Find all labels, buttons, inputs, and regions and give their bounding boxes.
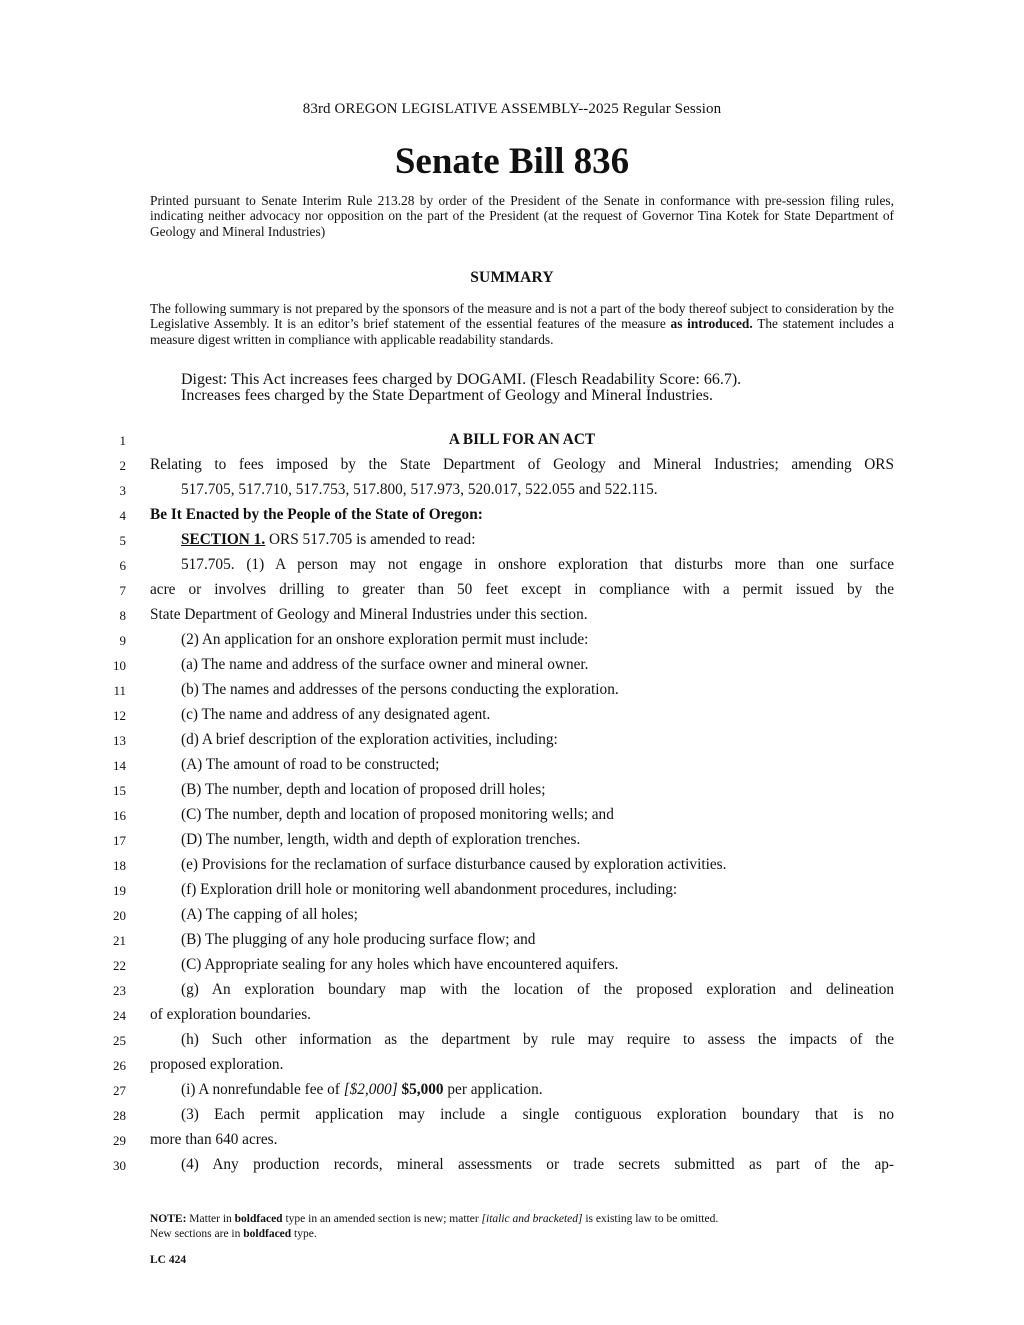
fee-text-post: per application.	[443, 1081, 543, 1098]
summary-text-part2: The statement includes a measure digest written in compliance with applicable readability standards.	[150, 316, 894, 347]
bill-line	[0, 579, 1024, 604]
line-text: more than 640 acres.	[150, 1131, 278, 1148]
line-text: (C) Appropriate sealing for any holes which have encountered aquifers.	[181, 956, 619, 973]
line-number: 21	[113, 933, 126, 948]
line-text: (A) The amount of road to be constructed;	[181, 756, 440, 773]
line-number: 1	[119, 433, 126, 448]
line-number: 23	[113, 983, 126, 998]
line-text: acre or involves drilling to greater than 50 feet except in compliance with a permit issued by the	[150, 581, 894, 598]
note-italic: [italic and bracketed]	[481, 1213, 583, 1225]
bill-line	[0, 829, 1024, 854]
bill-line	[0, 429, 1024, 454]
line-text: (e) Provisions for the reclamation of surface disturbance caused by exploration activities.	[181, 856, 727, 873]
session-header: 83rd OREGON LEGISLATIVE ASSEMBLY--2025 Regular Session	[302, 101, 722, 117]
bill-line	[0, 1154, 1024, 1179]
fee-text-pre: (i) A nonrefundable fee of	[181, 1081, 344, 1098]
line-number: 11	[113, 683, 126, 698]
line-number: 16	[113, 808, 126, 823]
enacting-clause: Be It Enacted by the People of the State of Oregon:	[150, 506, 483, 523]
bill-heading: A BILL FOR AN ACT	[448, 431, 596, 448]
line-number: 10	[113, 658, 126, 673]
bill-line	[0, 1004, 1024, 1029]
digest	[181, 372, 893, 404]
bill-line	[0, 504, 1024, 529]
line-text: State Department of Geology and Mineral Industries under this section.	[150, 606, 588, 623]
line-text: of exploration boundaries.	[150, 1006, 311, 1023]
printed-pursuant-text: Printed pursuant to Senate Interim Rule 213.28 by order of the President of the Senate in conformance with pre-session filing rules, indicating neither advocacy nor opposition on the part of the President (at the request of Governor Tina Kotek for State Department of Geology and Mineral Industries)	[150, 193, 894, 239]
line-number: 12	[113, 708, 126, 723]
bill-line	[0, 604, 1024, 629]
line-text	[181, 1079, 894, 1101]
lc-number: LC 424	[150, 1254, 187, 1266]
line-number: 19	[113, 883, 126, 898]
section-text: ORS 517.705 is amended to read:	[265, 531, 476, 548]
bill-line	[0, 454, 1024, 479]
bill-line	[0, 879, 1024, 904]
note-label: NOTE:	[150, 1213, 187, 1225]
bill-title: Senate Bill 836	[394, 141, 630, 182]
line-number: 18	[113, 858, 126, 873]
bill-line	[0, 629, 1024, 654]
note-bold: boldfaced	[243, 1228, 292, 1240]
line-number: 22	[113, 958, 126, 973]
line-number: 9	[119, 633, 126, 648]
note-text: is existing law to be omitted.	[582, 1213, 719, 1225]
line-text: Relating to fees imposed by the State Department of Geology and Mineral Industries; amending ORS	[150, 456, 894, 473]
line-number: 24	[113, 1008, 126, 1023]
line-text: (b) The names and addresses of the persons conducting the exploration.	[181, 681, 619, 698]
bill-line	[0, 529, 1024, 554]
line-text: (c) The name and address of any designated agent.	[181, 706, 491, 723]
line-text: (f) Exploration drill hole or monitoring well abandonment procedures, including:	[181, 881, 678, 898]
note-text: Matter in	[186, 1213, 235, 1225]
line-number: 14	[113, 758, 126, 773]
bill-line	[0, 729, 1024, 754]
line-number: 3	[119, 483, 126, 498]
line-number: 26	[113, 1058, 126, 1073]
note-text: type.	[291, 1228, 317, 1240]
line-text: (2) An application for an onshore exploration permit must include:	[181, 631, 589, 648]
note-text: New sections are in	[150, 1228, 244, 1240]
line-number: 8	[119, 608, 126, 623]
line-text: proposed exploration.	[150, 1056, 284, 1073]
line-text: (3) Each permit application may include a single contiguous exploration boundary that is no	[181, 1106, 894, 1123]
bill-line	[0, 479, 1024, 504]
bill-line	[0, 1104, 1024, 1129]
line-text: (D) The number, length, width and depth of exploration trenches.	[181, 831, 581, 848]
bill-line	[0, 779, 1024, 804]
line-number: 2	[119, 458, 126, 473]
bill-line	[0, 1054, 1024, 1079]
line-text: (a) The name and address of the surface owner and mineral owner.	[181, 656, 589, 673]
line-text	[181, 529, 894, 551]
line-number: 6	[119, 558, 126, 573]
line-number: 20	[113, 908, 126, 923]
line-text: (C) The number, depth and location of proposed monitoring wells; and	[181, 806, 614, 823]
bill-line	[0, 954, 1024, 979]
digest-line-1: Digest: This Act increases fees charged by DOGAMI. (Flesch Readability Score: 66.7).	[181, 371, 742, 388]
line-number: 5	[119, 533, 126, 548]
footnote	[150, 1212, 894, 1242]
bill-line	[0, 679, 1024, 704]
line-text: (B) The plugging of any hole producing surface flow; and	[181, 931, 536, 948]
bill-line	[0, 654, 1024, 679]
bill-line	[0, 854, 1024, 879]
line-number: 4	[119, 508, 126, 523]
deleted-fee: [$2,000]	[343, 1081, 398, 1098]
line-number: 13	[113, 733, 126, 748]
footnote-line-2	[150, 1227, 894, 1242]
bill-line	[0, 704, 1024, 729]
line-text: (B) The number, depth and location of proposed drill holes;	[181, 781, 546, 798]
bill-line	[0, 979, 1024, 1004]
section-label: SECTION 1.	[181, 531, 266, 548]
line-text: (d) A brief description of the exploration activities, including:	[181, 731, 558, 748]
bill-line	[0, 1079, 1024, 1104]
line-text: 517.705, 517.710, 517.753, 517.800, 517.973, 520.017, 522.055 and 522.115.	[181, 481, 658, 498]
line-text: (4) Any production records, mineral assessments or trade secrets submitted as part of the ap-	[181, 1156, 894, 1173]
line-number: 15	[113, 783, 126, 798]
line-number: 30	[113, 1158, 126, 1173]
line-text: (g) An exploration boundary map with the location of the proposed exploration and delineation	[181, 981, 894, 998]
bill-line	[0, 754, 1024, 779]
note-text: type in an amended section is new; matter	[282, 1213, 482, 1225]
new-fee: $5,000	[401, 1081, 444, 1098]
line-text: 517.705. (1) A person may not engage in onshore exploration that disturbs more than one surface	[181, 556, 894, 573]
bill-line	[0, 554, 1024, 579]
summary-text-part1: The following summary is not prepared by the sponsors of the measure and is not a part of the body thereof subject to consideration by the Legislative Assembly. It is an editor’s brief statement of the essential features of the measure	[150, 301, 894, 332]
summary-text	[150, 301, 894, 347]
line-number: 7	[119, 583, 126, 598]
digest-line-2: Increases fees charged by the State Department of Geology and Mineral Industries.	[181, 387, 713, 404]
line-number: 17	[113, 833, 126, 848]
note-bold: boldfaced	[234, 1213, 283, 1225]
bill-line	[0, 1029, 1024, 1054]
line-number: 29	[113, 1133, 126, 1148]
footnote-line-1	[150, 1212, 894, 1227]
bill-line	[0, 1129, 1024, 1154]
summary-text-bold: as introduced.	[670, 316, 753, 332]
line-number: 25	[113, 1033, 126, 1048]
line-number: 28	[113, 1108, 126, 1123]
line-text: (h) Such other information as the department by rule may require to assess the impacts of the	[181, 1031, 894, 1048]
bill-line	[0, 904, 1024, 929]
summary-heading: SUMMARY	[470, 269, 554, 286]
bill-line	[0, 929, 1024, 954]
bill-line	[0, 804, 1024, 829]
line-number: 27	[113, 1083, 126, 1098]
line-text: (A) The capping of all holes;	[181, 906, 358, 923]
